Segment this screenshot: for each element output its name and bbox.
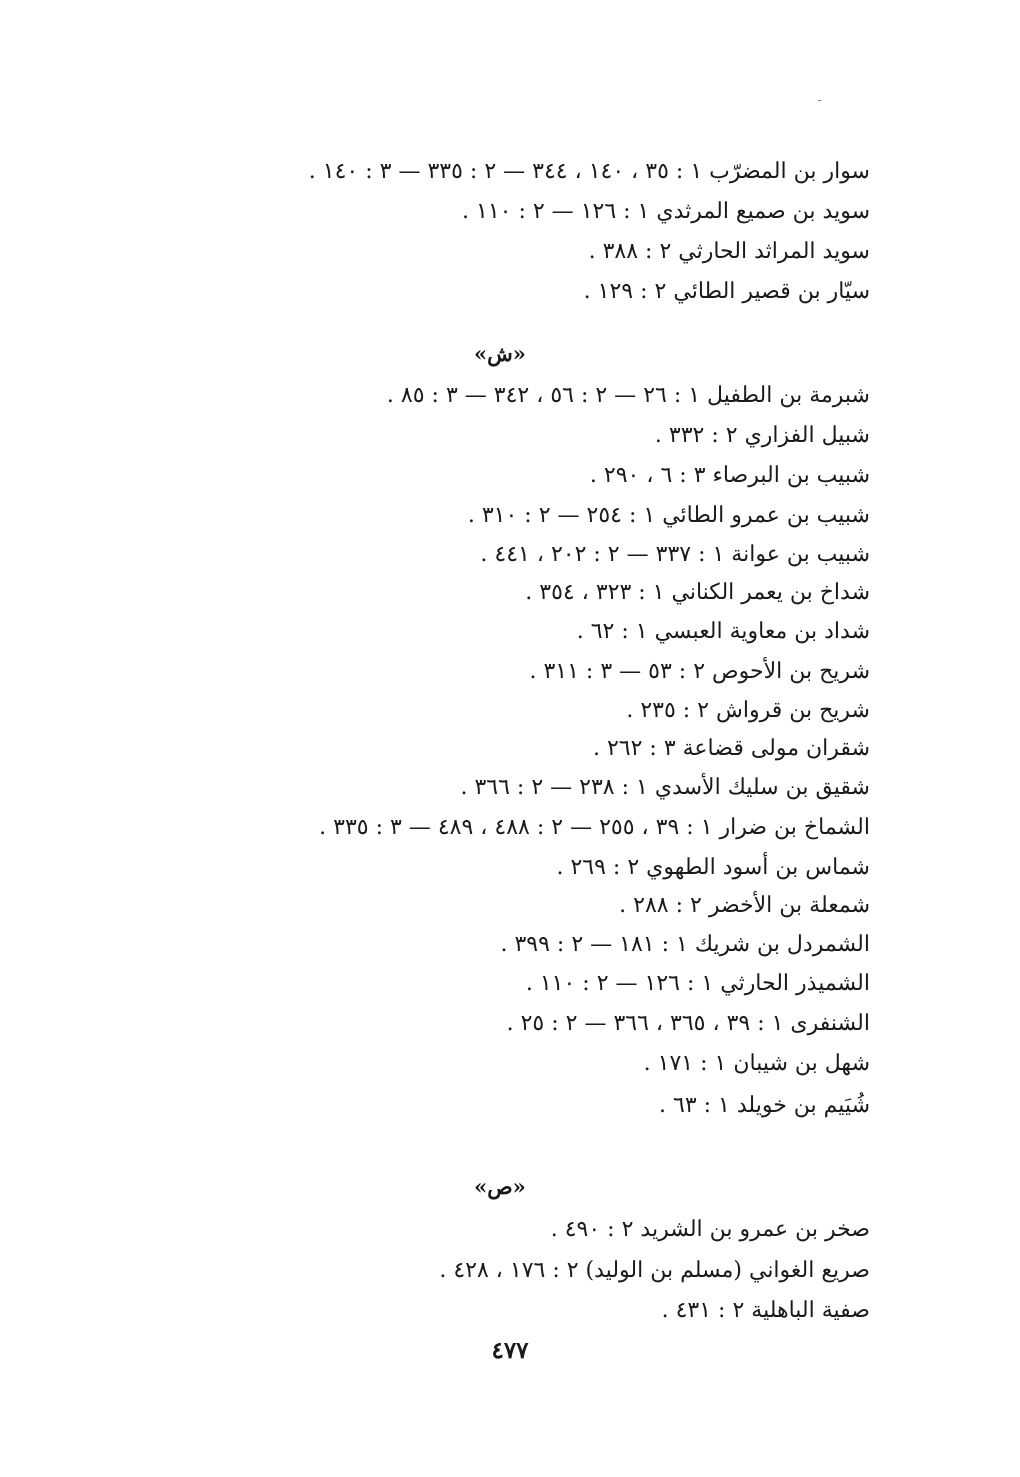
index-entry: شقيق بن سليك الأسدي ١ : ٢٣٨ — ٢ : ٣٦٦ .	[460, 775, 870, 800]
page-number: ٤٧٧	[491, 1337, 529, 1364]
index-entry: سويد بن صميع المرثدي ١ : ١٢٦ — ٢ : ١١٠ .	[462, 199, 870, 224]
index-entry: الشمردل بن شريك ١ : ١٨١ — ٢ : ٣٩٩ .	[500, 932, 870, 957]
index-entry: صريع الغواني (مسلم بن الوليد) ٢ : ١٧٦ ، ٤٢٨ .	[439, 1258, 870, 1283]
index-entry: شبيب بن عمرو الطائي ١ : ٢٥٤ — ٢ : ٣١٠ .	[467, 503, 870, 528]
index-entry: شمعلة بن الأخضر ٢ : ٢٨٨ .	[619, 893, 870, 918]
index-entry: شبيل الفزاري ٢ : ٣٣٢ .	[654, 423, 870, 448]
scan-speck	[818, 100, 821, 101]
index-entry: شريح بن الأحوص ٢ : ٥٣ — ٣ : ٣١١ .	[529, 659, 870, 684]
index-entry: صفية الباهلية ٢ : ٤٣١ .	[661, 1298, 870, 1323]
index-entry: صخر بن عمرو بن الشريد ٢ : ٤٩٠ .	[550, 1217, 870, 1242]
index-entry: شريح بن قرواش ٢ : ٢٣٥ .	[626, 698, 870, 723]
index-entry: شبرمة بن الطفيل ١ : ٢٦ — ٢ : ٥٦ ، ٣٤٢ — ٣ : ٨٥ .	[386, 383, 870, 408]
index-entry: الشماخ بن ضرار ١ : ٣٩ ، ٢٥٥ — ٢ : ٤٨٨ ، ٤٨٩ — ٣ : ٣٣٥ .	[319, 815, 870, 840]
section-heading-sad: «ص»	[474, 1174, 526, 1199]
index-entry: سيّار بن قصير الطائي ٢ : ١٢٩ .	[583, 279, 870, 304]
index-entry: شماس بن أسود الطهوي ٢ : ٢٦٩ .	[556, 855, 870, 880]
index-entry: شُيَيم بن خويلد ١ : ٦٣ .	[659, 1093, 870, 1118]
index-entry: شبيب بن البرصاء ٣ : ٦ ، ٢٩٠ .	[589, 463, 870, 488]
section-heading-shin: «ش»	[474, 341, 526, 366]
index-entry: شبيب بن عوانة ١ : ٣٣٧ — ٢ : ٢٠٢ ، ٤٤١ .	[480, 542, 870, 567]
index-entry: شقران مولى قضاعة ٣ : ٢٦٢ .	[592, 736, 870, 761]
index-entry: الشنفرى ١ : ٣٩ ، ٣٦٥ ، ٣٦٦ — ٢ : ٢٥ .	[506, 1011, 870, 1036]
index-entry: شداخ بن يعمر الكناني ١ : ٣٢٣ ، ٣٥٤ .	[525, 580, 870, 605]
index-entry: سويد المراثد الحارثي ٢ : ٣٨٨ .	[588, 239, 870, 264]
index-entry: شداد بن معاوية العبسي ١ : ٦٢ .	[576, 619, 870, 644]
index-entry: الشميذر الحارثي ١ : ١٢٦ — ٢ : ١١٠ .	[525, 971, 870, 996]
index-entry: سوار بن المضرّب ١ : ٣٥ ، ١٤٠ ، ٣٤٤ — ٢ : ٣٣٥ — ٣ : ١٤٠ .	[308, 159, 870, 184]
index-entry: شهل بن شيبان ١ : ١٧١ .	[643, 1051, 870, 1076]
